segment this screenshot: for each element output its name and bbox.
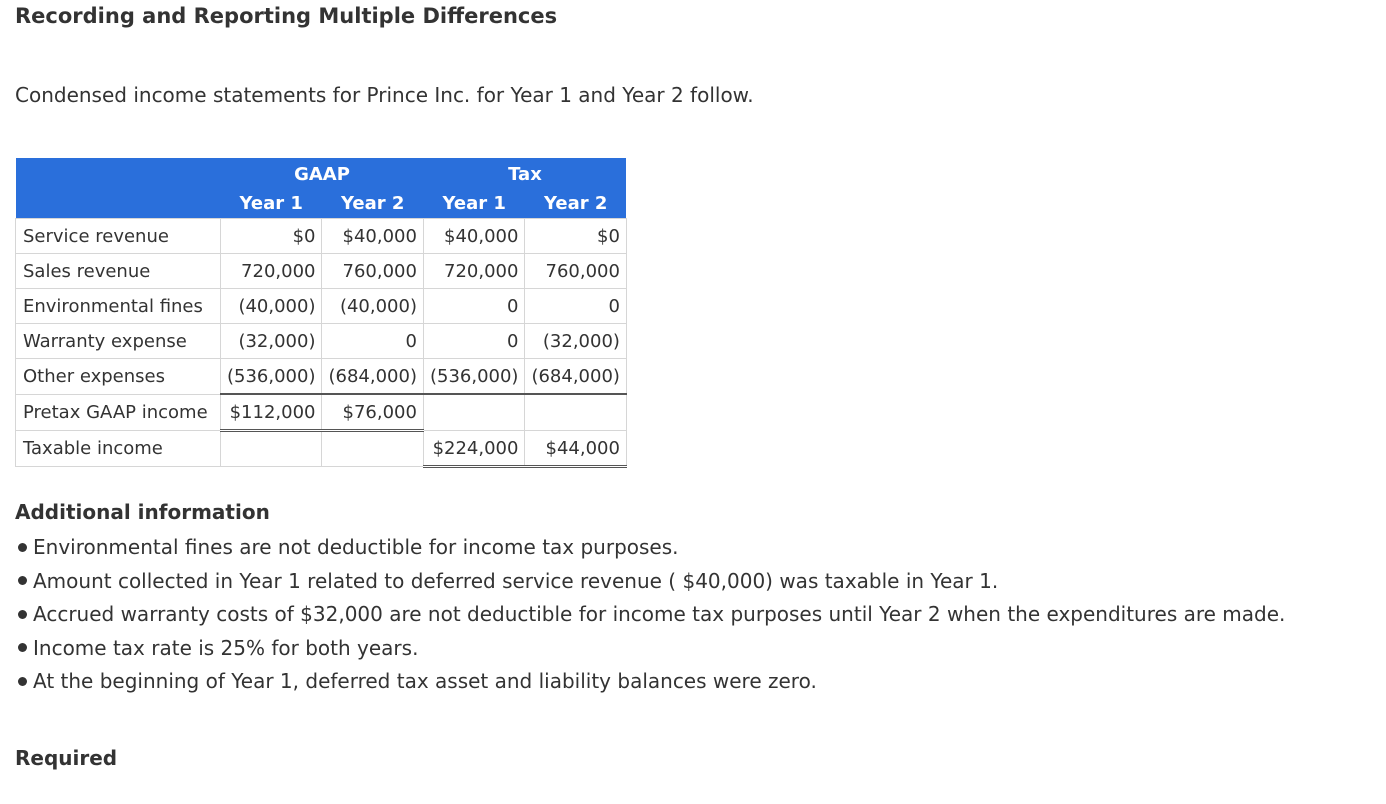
table-cell	[221, 431, 322, 467]
table-cell: 0	[525, 289, 626, 324]
table-row	[16, 431, 627, 467]
table-cell: (40,000)	[221, 289, 322, 324]
column-header: Year 1	[423, 188, 524, 219]
table-cell: 720,000	[423, 254, 524, 289]
table-cell: (32,000)	[221, 324, 322, 359]
table-cell: (32,000)	[525, 324, 626, 359]
row-label: Pretax GAAP income	[16, 394, 221, 431]
column-header: Year 1	[221, 188, 322, 219]
table-cell: 760,000	[322, 254, 423, 289]
table-row	[16, 324, 627, 359]
list-item	[15, 599, 1285, 633]
list-item-text: At the beginning of Year 1, deferred tax asset and liability balances were zero.	[33, 669, 817, 694]
column-header: Year 2	[322, 188, 423, 219]
list-item-text: Environmental fines are not deductible for income tax purposes.	[33, 535, 679, 559]
table-cell	[525, 394, 626, 431]
table-cell: $44,000	[525, 431, 626, 467]
table-cell: $112,000	[221, 394, 322, 431]
list-item	[15, 566, 1285, 600]
table-cell: (684,000)	[525, 359, 626, 395]
gaap-header: GAAP	[221, 158, 424, 188]
table-cell: 0	[322, 324, 423, 359]
list-item-text: Amount collected in Year 1 related to deferred service revenue ( $40,000) was taxable in Year 1.	[33, 568, 999, 593]
table-cell: (536,000)	[221, 359, 322, 395]
header-blank-cell	[16, 158, 221, 188]
list-item-text: Income tax rate is 25% for both years.	[33, 635, 419, 660]
table-cell: $224,000	[423, 431, 524, 467]
table-group-header-row	[16, 158, 627, 188]
list-item-text: Accrued warranty costs of $32,000 are not deductible for income tax purposes until Year 2 when the expenditures are made.	[33, 602, 1286, 627]
row-label: Service revenue	[16, 219, 221, 254]
list-item	[15, 532, 1285, 566]
table-cell: 760,000	[525, 254, 626, 289]
page-title: Recording and Reporting Multiple Differences	[15, 4, 558, 28]
table-row	[16, 394, 627, 431]
table-cell	[423, 394, 524, 431]
additional-info-list	[15, 532, 1285, 700]
table-cell: 720,000	[221, 254, 322, 289]
row-label: Other expenses	[16, 359, 221, 395]
table-row	[16, 359, 627, 395]
row-label: Environmental fines	[16, 289, 221, 324]
income-statement-table	[15, 158, 627, 468]
bullet-icon	[18, 543, 27, 552]
table-row	[16, 289, 627, 324]
list-item	[15, 633, 1285, 667]
table-cell: (684,000)	[322, 359, 423, 395]
row-label: Warranty expense	[16, 324, 221, 359]
table-cell: (536,000)	[423, 359, 524, 395]
bullet-icon	[18, 576, 27, 585]
table-cell: $0	[525, 219, 626, 254]
table-row	[16, 219, 627, 254]
table-row	[16, 254, 627, 289]
table-cell: (40,000)	[322, 289, 423, 324]
table-year-header-row	[16, 188, 627, 219]
row-label: Taxable income	[16, 431, 221, 467]
row-label: Sales revenue	[16, 254, 221, 289]
column-header: Year 2	[525, 188, 626, 219]
list-item	[15, 666, 1285, 700]
table-cell: $40,000	[423, 219, 524, 254]
required-heading: Required	[15, 746, 118, 770]
bullet-icon	[18, 677, 27, 686]
bullet-icon	[18, 610, 27, 619]
table-cell: 0	[423, 289, 524, 324]
table-cell	[322, 431, 423, 467]
table-cell: $40,000	[322, 219, 423, 254]
additional-info-heading: Additional information	[15, 500, 270, 524]
tax-header: Tax	[423, 158, 626, 188]
table-cell: $76,000	[322, 394, 423, 431]
bullet-icon	[18, 643, 27, 652]
header-blank-cell	[16, 188, 221, 219]
intro-text: Condensed income statements for Prince Inc. for Year 1 and Year 2 follow.	[15, 83, 754, 107]
table-cell: 0	[423, 324, 524, 359]
table-cell: $0	[221, 219, 322, 254]
